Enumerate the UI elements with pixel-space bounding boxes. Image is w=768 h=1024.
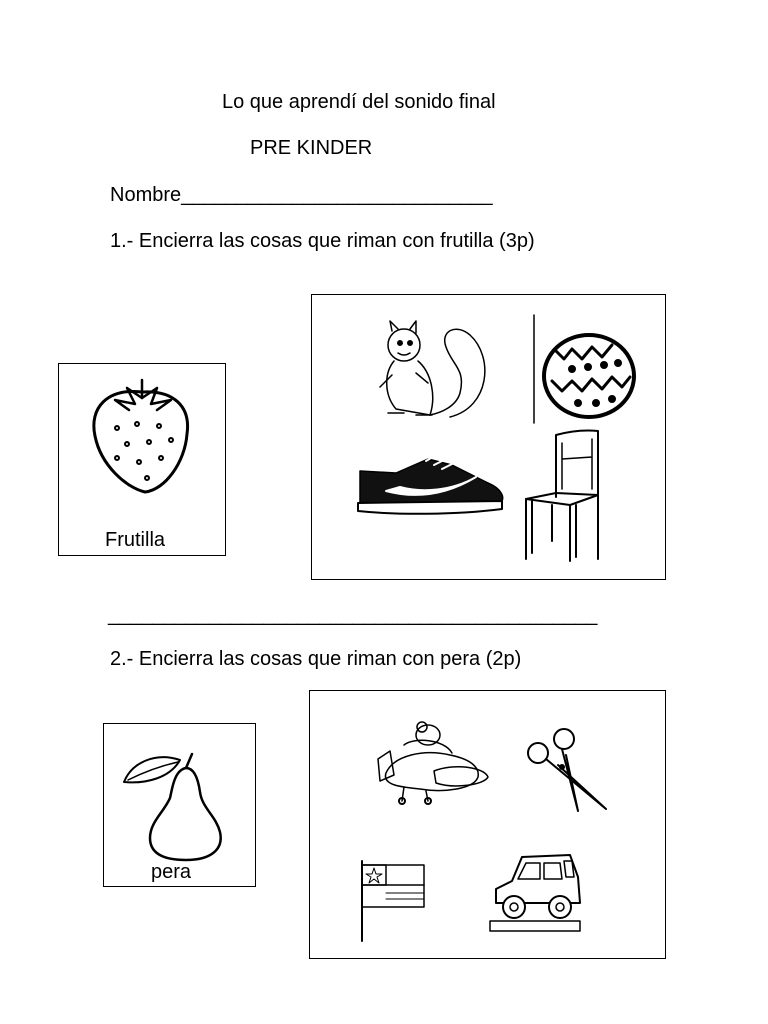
scissors-icon[interactable] <box>522 725 612 815</box>
exercise2-instruction: 2.- Encierra las cosas que riman con pera (2p) <box>110 648 522 670</box>
car-icon[interactable] <box>488 849 584 933</box>
exercise2-reference-caption: pera <box>151 861 192 883</box>
pear-icon <box>120 750 224 862</box>
name-field-label: Nombre____________________________ <box>110 184 493 206</box>
level-label: PRE KINDER <box>250 137 373 159</box>
exercise1-instruction: 1.- Encierra las cosas que riman con frutilla (3p) <box>110 230 535 252</box>
chile-flag-icon[interactable] <box>358 859 428 943</box>
squirrel-icon[interactable] <box>370 317 490 425</box>
exercise1-reference-card <box>58 363 226 556</box>
strawberry-icon <box>87 378 197 498</box>
worksheet-title: Lo que aprendí del sonido final <box>222 91 496 113</box>
exercise1-options-panel <box>311 294 666 580</box>
exercise2-reference-card <box>103 723 256 887</box>
chair-icon[interactable] <box>522 429 606 565</box>
airplane-icon[interactable] <box>374 715 494 805</box>
divider-line <box>532 315 536 423</box>
exercise2-options-panel <box>309 690 666 959</box>
sneaker-icon[interactable] <box>356 451 506 517</box>
ball-icon[interactable] <box>542 333 636 419</box>
exercise1-reference-caption: Frutilla <box>105 529 166 551</box>
section-separator: ____________________________________________ <box>108 604 598 626</box>
